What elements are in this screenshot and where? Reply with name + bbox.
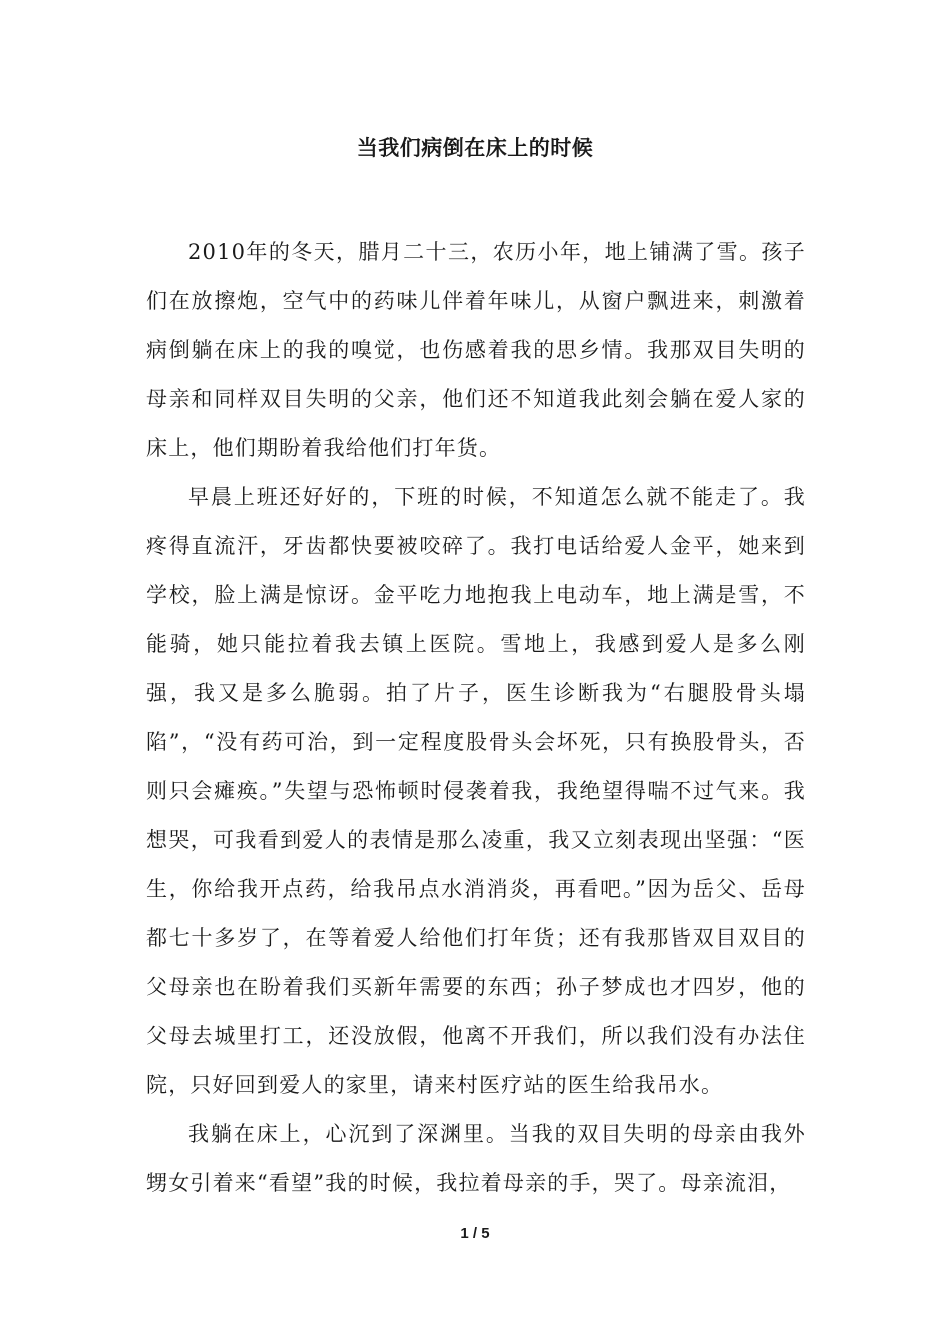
paragraph: 早晨上班还好好的，下班的时候，不知道怎么就不能走了。我疼得直流汗，牙齿都快要被咬碎了。我打电话给爱人金平，她来到学校，脸上满是惊讶。金平吃力地抱我上电动车，地上满是雪，不能骑，她只能拉着我去镇上医院。雪地上，我感到爱人是多么刚强，我又是多么脆弱。拍了片子，医生诊断我为“右腿股骨头塌陷”，“没有药可治，到一定程度股骨头会坏死，只有换股骨头，否则只会瘫痪。”失望与恐怖顿时侵袭着我，我绝望得喘不过气来。我想哭，可我看到爱人的表情是那么凌重，我又立刻表现出坚强：“医生，你给我开点药，给我吊点水消消炎，再看吧。”因为岳父、岳母都七十多岁了，在等着爱人给他们打年货；还有我那皆双目双目的父母亲也在盼着我们买新年需要的东西；孙子梦成也才四岁，他的父母去城里打工，还没放假，他离不开我们，所以我们没有办法住院，只好回到爱人的家里，请来村医疗站的医生给我吊水。 — [146, 485, 806, 1097]
paragraph: 2010年的冬天，腊月二十三，农历小年，地上铺满了雪。孩子们在放擦炮，空气中的药味儿伴着年味儿，从窗户飘进来，刺激着病倒躺在床上的我的嗅觉，也伤感着我的思乡情。我那双目失明的母亲和同样双目失明的父亲，他们还不知道我此刻会躺在爱人家的床上，他们期盼着我给他们打年货。 — [146, 240, 806, 460]
paragraph: 我躺在床上，心沉到了深渊里。当我的双目失明的母亲由我外甥女引着来“看望”我的时候，我拉着母亲的手，哭了。母亲流泪， — [146, 1122, 806, 1195]
document-body — [146, 228, 806, 1208]
page-number: 1 / 5 — [460, 1225, 490, 1242]
document-title: 当我们病倒在床上的时候 — [356, 136, 594, 160]
